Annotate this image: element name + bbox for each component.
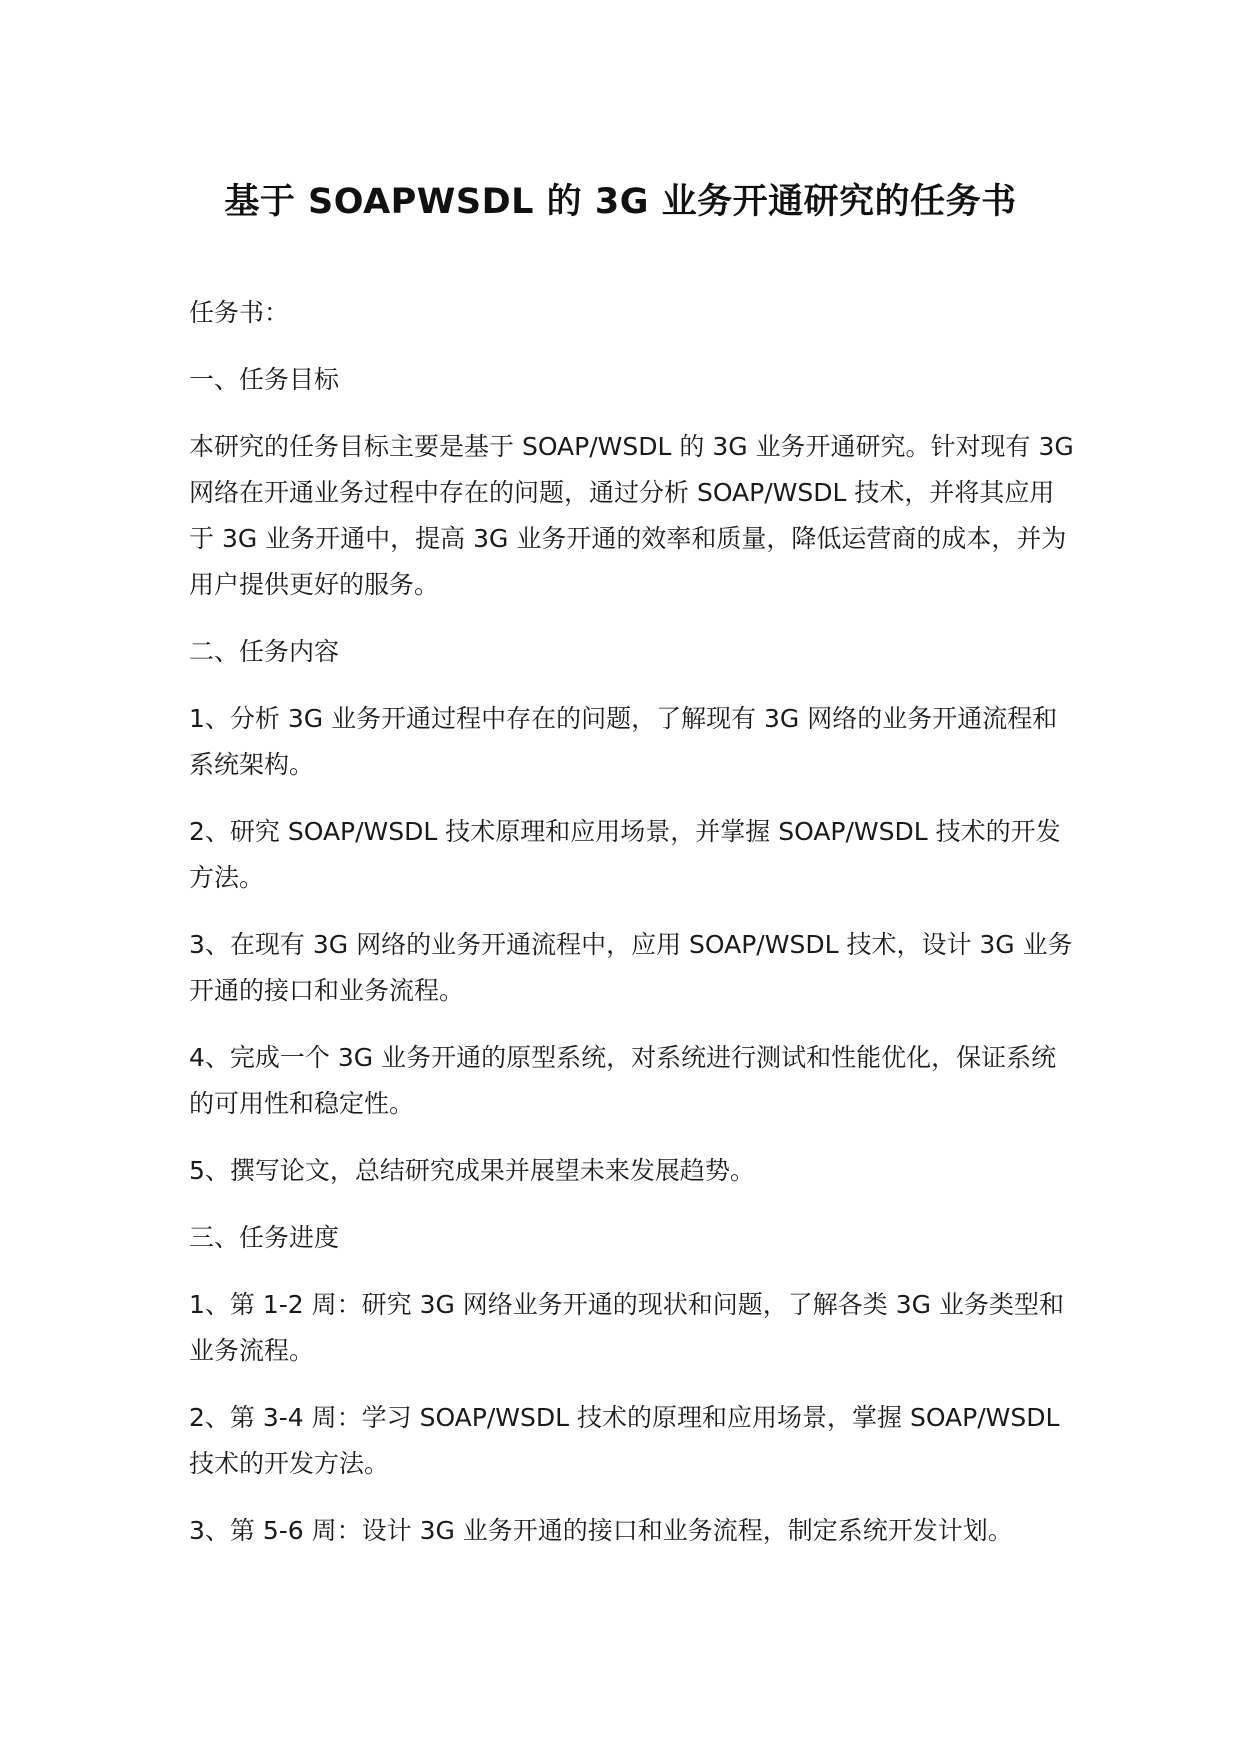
label-task-book: 任务书： — [189, 298, 290, 327]
document-body — [189, 290, 1079, 1575]
content-item-4: 4、完成一个 3G 业务开通的原型系统，对系统进行测试和性能优化，保证系统的可用性和稳定性。 — [189, 1043, 1057, 1118]
section-heading-schedule: 三、任务进度 — [189, 1223, 340, 1252]
paragraph-goal: 本研究的任务目标主要是基于 SOAP/WSDL 的 3G 业务开通研究。针对现有 3G 网络在开通业务过程中存在的问题，通过分析 SOAP/WSDL 技术，并将其应用于 3G 业务开通中，提高 3G 业务开通的效率和质量，降低运营商的成本，并为用户提供更好的服务。 — [189, 432, 1074, 599]
content-item-1: 1、分析 3G 业务开通过程中存在的问题，了解现有 3G 网络的业务开通流程和系统架构。 — [189, 704, 1058, 779]
content-item-2: 2、研究 SOAP/WSDL 技术原理和应用场景，并掌握 SOAP/WSDL 技术的开发方法。 — [189, 817, 1061, 892]
schedule-item-2: 2、第 3-4 周：学习 SOAP/WSDL 技术的原理和应用场景，掌握 SOAP/WSDL 技术的开发方法。 — [189, 1403, 1060, 1478]
schedule-item-1: 1、第 1-2 周：研究 3G 网络业务开通的现状和问题，了解各类 3G 业务类型和业务流程。 — [189, 1290, 1064, 1365]
section-heading-goal: 一、任务目标 — [189, 365, 340, 394]
content-item-3: 3、在现有 3G 网络的业务开通流程中，应用 SOAP/WSDL 技术，设计 3G 业务开通的接口和业务流程。 — [189, 930, 1073, 1005]
content-item-5: 5、撰写论文，总结研究成果并展望未来发展趋势。 — [189, 1156, 755, 1185]
document-title: 基于 SOAPWSDL 的 3G 业务开通研究的任务书 — [224, 182, 1017, 222]
section-heading-content: 二、任务内容 — [189, 637, 340, 666]
schedule-item-3: 3、第 5-6 周：设计 3G 业务开通的接口和业务流程，制定系统开发计划。 — [189, 1516, 1013, 1545]
